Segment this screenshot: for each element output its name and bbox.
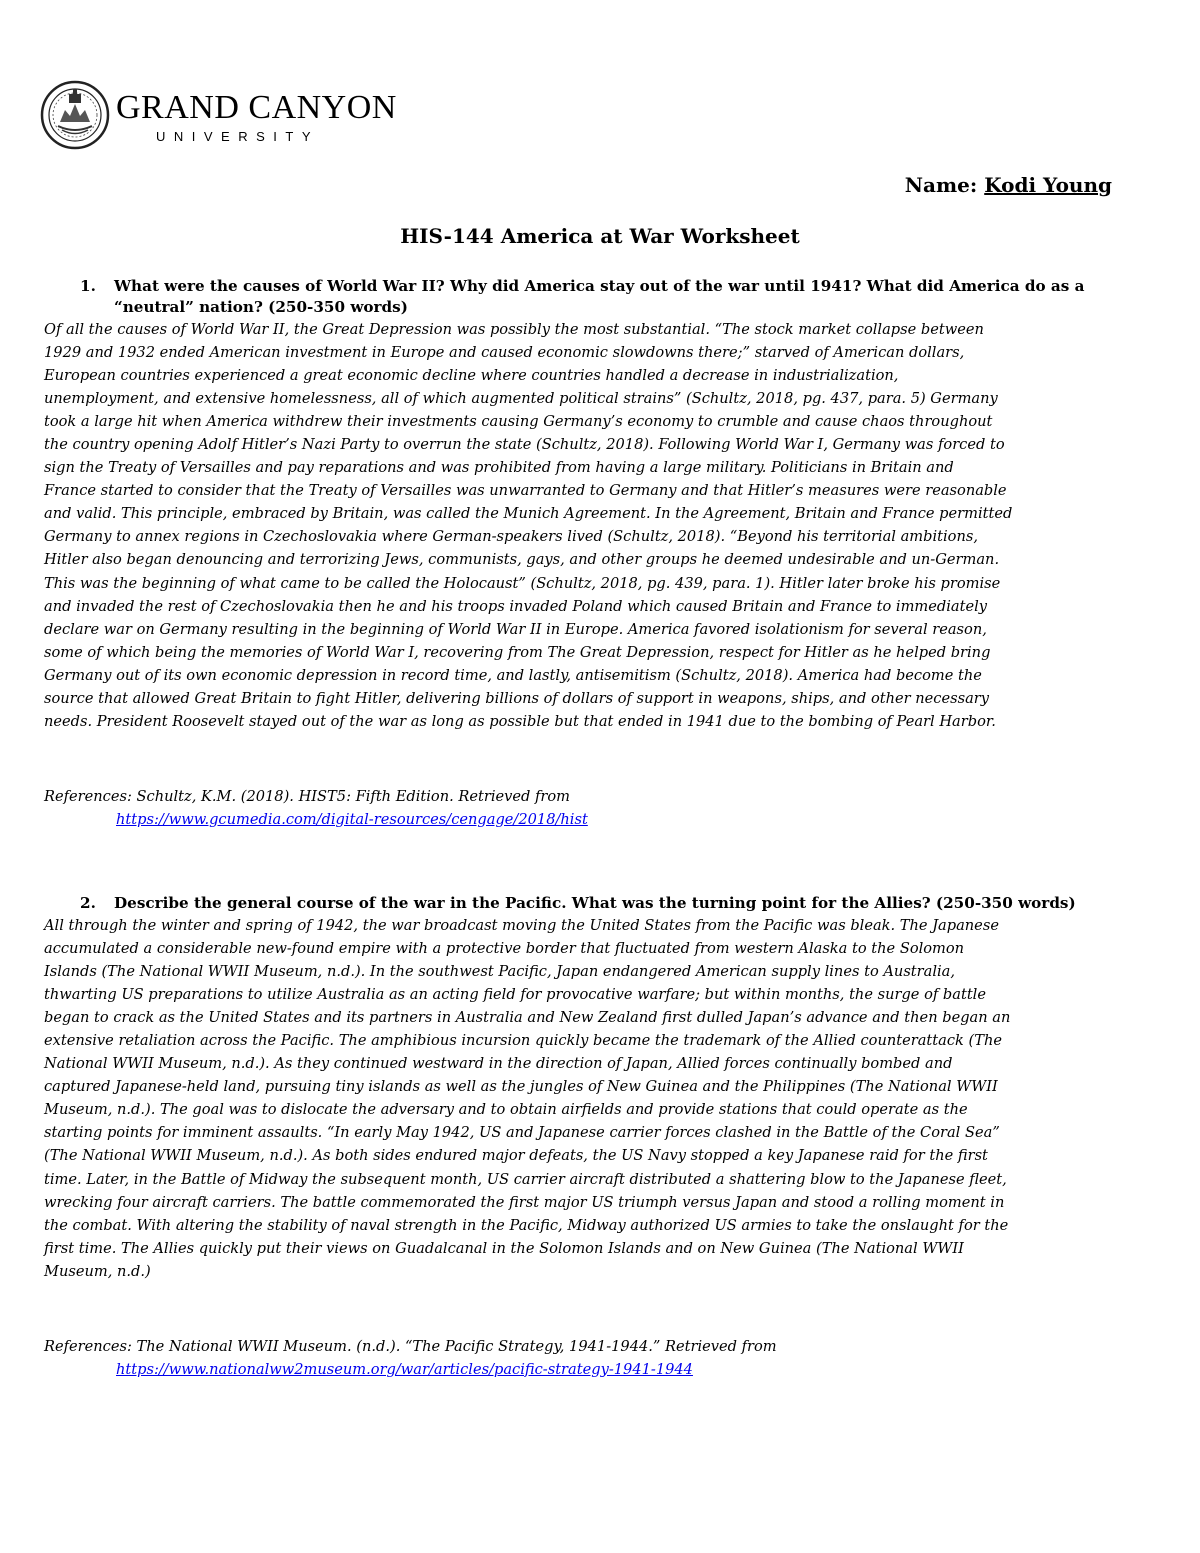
reference-link[interactable]: https://www.gcumedia.com/digital-resources/cengage/2018/hist [116,810,588,828]
question-heading [80,276,1104,318]
question-number: 2. [80,894,96,912]
document-title: HIS-144 America at War Worksheet [400,224,800,248]
question-text: Describe the general course of the war in the Pacific. What was the turning point for the Allies? (250-350 words) [114,894,1076,912]
answer-text: All through the winter and spring of 1942, the war broadcast moving the United States from the Pacific was bleak. The Japanese accumulated a considerable new-found empire with a protective border that fluctuated from western Alaska to the Solomon Islands (The National WWII Museum, n.d.). In the southwest Pacific, Japan endangered American supply lines to Australia, thwarting US preparations to utilize Australia as an acting field for provocative warfare; but within months, the surge of battle began to crack as the United States and its partners in Australia and New Zealand first dulled Japan’s advance and then began an extensive retaliation across the Pacific. The amphibious incursion quickly became the trademark of the Allied counterattack (The National WWII Museum, n.d.). As they continued westward in the direction of Japan, Allied forces continually bombed and captured Japanese-held land, pursuing tiny islands as well as the jungles of New Guinea and the Philippines (The National WWII Museum, n.d.). The goal was to dislocate the adversary and to obtain airfields and provide stations that could operate as the starting points for imminent assaults. “In early May 1942, US and Japanese carrier forces clashed in the Battle of the Coral Sea” (The National WWII Museum, n.d.). As both sides endured major defeats, the US Navy stopped a key Japanese raid for the first time. Later, in the Battle of Midway the subsequent month, US carrier aircraft distributed a shattering blow to the Japanese fleet, wrecking four aircraft carriers. The battle commemorated the first major US triumph versus Japan and stood a rolling moment in the combat. With altering the stability of naval strength in the Pacific, Midway authorized US armies to take the onslaught for the first time. The Allies quickly put their views on Guadalcanal in the Solomon Islands and on New Guinea (The National WWII Museum, n.d.) [44,917,1011,1280]
references [44,1335,1104,1381]
reference-link[interactable]: https://www.nationalww2museum.org/war/articles/pacific-strategy-1941-1944 [116,1360,693,1378]
student-name-line [905,173,1112,197]
logo-name-line: GRAND CANYON [116,88,397,126]
logo-university-line: UNIVERSITY [156,128,320,144]
question-number: 1. [80,277,96,295]
name-label: Name: [904,173,978,197]
answer-text: Of all the causes of World War II, the Great Depression was possibly the most substantial. “The stock market collapse between 1929 and 1932 ended American investment in Europe and caused economic slowdowns there;” starved of American dollars, European countries experienced a great economic decline where countries handled a decrease in industrialization, unemployment, and extensive homelessness, all of which augmented political strains” (Schultz, 2018, pg. 437, para. 5) Germany took a large hit when America withdrew their investments causing Germany’s economy to crumble and cause chaos throughout the country opening Adolf Hitler’s Nazi Party to overrun the state (Schultz, 2018). Following World War I, Germany was forced to sign the Treaty of Versailles and pay reparations and was prohibited from having a large military. Politicians in Britain and France started to consider that the Treaty of Versailles was unwarranted to Germany and that Hitler’s measures were reasonable and valid. This principle, embraced by Britain, was called the Munich Agreement. In the Agreement, Britain and France permitted Germany to annex regions in Czechoslovakia where German-speakers lived (Schultz, 2018). “Beyond his territorial ambitions, Hitler also began denouncing and terrorizing Jews, communists, gays, and other groups he deemed undesirable and un-German. This was the beginning of what came to be called the Holocaust” (Schultz, 2018, pg. 439, para. 1). Hitler later broke his promise and invaded the rest of Czechoslovakia then he and his troops invaded Poland which caused Britain and France to immediately declare war on Germany resulting in the beginning of World War II in Europe. America favored isolationism for several reason, some of which being the memories of World War I, recovering from The Great Depression, respect for Hitler as he helped bring Germany out of its own economic depression in record time, and lastly, antisemitism (Schultz, 2018). America had become the source that allowed Great Britain to fight Hitler, delivering billions of dollars of support in weapons, ships, and other necessary needs. President Roosevelt stayed out of the war as long as possible but that ended in 1941 due to the bombing of Pearl Harbor. [44,321,1013,730]
references-text: References: Schultz, K.M. (2018). HIST5: Fifth Edition. Retrieved from [44,787,571,805]
question-section-2 [44,893,1104,1381]
gcu-seal-icon [40,80,110,150]
references [44,785,1104,831]
question-text: What were the causes of World War II? Why did America stay out of the war until 1941? What did America do as a “neutral” nation? (250-350 words) [114,277,1085,316]
question-heading [80,893,1104,914]
question-section-1 [44,276,1104,831]
name-value: Kodi Young [984,173,1112,197]
university-logo [40,80,397,150]
references-text: References: The National WWII Museum. (n.d.). “The Pacific Strategy, 1941-1944.” Retrieved from [44,1337,777,1355]
